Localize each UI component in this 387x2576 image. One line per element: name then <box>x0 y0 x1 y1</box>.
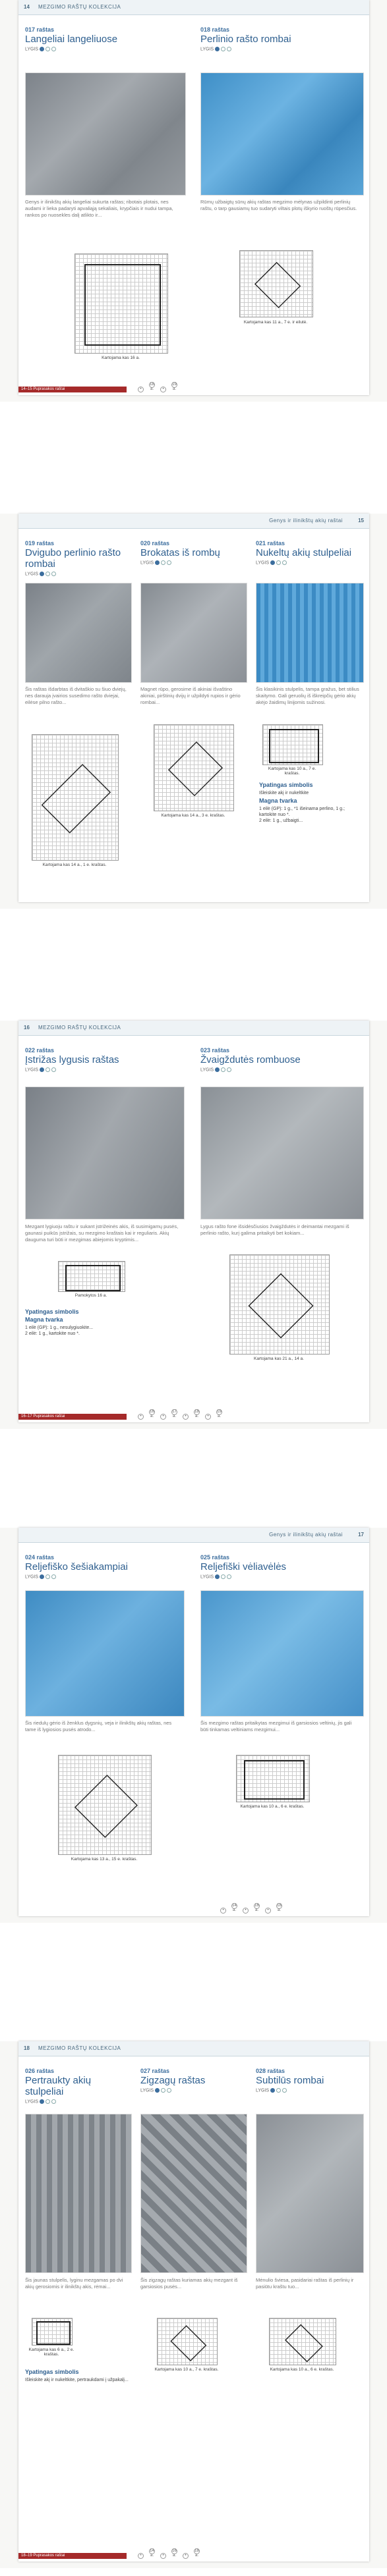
sheet-17 <box>0 1528 387 1923</box>
pattern-025 <box>200 1554 359 1579</box>
pattern-code: 019 raštas <box>25 540 55 547</box>
knitting-chart <box>74 254 168 354</box>
pattern-name: Žvaigždutės rombuose <box>200 1054 301 1065</box>
pattern-027 <box>140 2068 246 2093</box>
pattern-name: Nukeltų akių stulpeliai <box>256 547 352 558</box>
chart-caption: Kartojama kas 13 a., 15 e. kraštas. <box>71 1857 138 1862</box>
level-indicator: LYGIS <box>25 47 177 51</box>
chart-caption: Kartojama kas 14 a., 1 e. kraštas. <box>42 863 107 867</box>
pattern-description: Magnet rūpo, gerosime iš akiniai išvaštino akiniai, pirštinių dvijų ir užpildyti rupios ir gėrio rombai... <box>140 686 241 705</box>
pattern-description: Mėnulio šviesa, pasidariai raštas iš perlinių ir pasiūtu kraštu tuo... <box>256 2277 354 2290</box>
pattern-name: Reljefiški vėliavėlės <box>200 1561 287 1572</box>
header-title: MEZGIMO RAŠTŲ KOLEKCIJA <box>38 1025 121 1031</box>
chart-caption: Kartojama kas 21 a., 14 a. <box>254 1356 304 1361</box>
chart-caption: Kartojama kas 11 a., 7 e. ir eilutė. <box>243 320 308 325</box>
pattern-name: Įstrižas lygusis raštas <box>25 1054 119 1065</box>
pattern-name: Pertraukty akių stulpeliai <box>25 2075 92 2097</box>
swatch-photo <box>25 1590 185 1717</box>
pattern-code: 018 raštas <box>200 26 230 33</box>
level-indicator: LYGIS <box>25 2099 131 2104</box>
pattern-code: 025 raštas <box>200 1554 230 1561</box>
link-icon: • <box>183 2553 189 2559</box>
swatch-photo <box>25 1087 185 1220</box>
level-indicator: LYGIS <box>200 1574 359 1579</box>
header-title: MEZGIMO RAŠTŲ KOLEKCIJA <box>38 2045 121 2051</box>
pattern-description: Šis raštas išdarbtas iš dvitaškio su šiuo dviejų, nes darauja įvairios susedimo rašto dviejai, eilėse pilno rašto... <box>25 686 127 705</box>
header-title: Genys ir ilinikštų akių raštai <box>269 518 343 523</box>
footer-section-bar: 18–19 Puprasakos raštai <box>18 2553 127 2559</box>
chart-caption: Kartojama kas 10 a., 6 e. kraštas. <box>240 1804 305 1809</box>
swatch-photo <box>140 583 247 683</box>
link-icon: • <box>243 1908 249 1914</box>
level-indicator: LYGIS <box>256 2088 361 2093</box>
chart-caption: Kartojama kas 10 a., 6 e. kraštas. <box>270 2367 334 2372</box>
pattern-name: Dvigubo perlinio rašto rombai <box>25 547 121 570</box>
footer-links: •14 a. •16 a. •18 a. <box>216 1903 283 1914</box>
swatch-photo <box>200 1590 364 1717</box>
swatch-photo <box>25 2114 132 2273</box>
pattern-code: 020 raštas <box>140 540 170 547</box>
pattern-code: 017 raštas <box>25 26 55 33</box>
pattern-code: 021 raštas <box>256 540 285 547</box>
pattern-description: Šis mezgimo raštas pritaikytas mezgimui iš garsiosios veltinių, jis gali būti tinkamas veltiniams mezgimui... <box>200 1720 352 1732</box>
page-header <box>18 2041 369 2056</box>
knitting-chart <box>58 1755 152 1855</box>
legend-item: Išleiskite akį ir nukeltkite <box>259 791 309 795</box>
pattern-026 <box>25 2068 131 2104</box>
knitting-chart <box>157 2318 218 2365</box>
page-header <box>18 1528 369 1543</box>
legend-title: Ypatingas simbolis <box>25 1308 79 1315</box>
pattern-023 <box>200 1047 359 1072</box>
footer-links: •14 a. •16 a. •18 a. <box>134 2548 201 2559</box>
pattern-028 <box>256 2068 361 2093</box>
swatch-photo <box>200 1087 364 1220</box>
legend-title: Ypatingas simbolis <box>25 2369 79 2375</box>
knitting-chart <box>239 250 313 317</box>
chart-caption: Kartojama kas 14 a., 3 e. kraštas. <box>161 813 225 818</box>
pattern-name: Zigzagų raštas <box>140 2075 206 2086</box>
knitting-chart <box>32 2318 73 2346</box>
link-icon: • <box>138 1414 144 1420</box>
page-number: 16 <box>24 1025 30 1031</box>
page-header <box>18 0 369 15</box>
level-indicator: LYGIS <box>256 560 361 565</box>
pattern-description: Šis zigzagų raštas kuriamas akių mezgant iš garsiosios pusės... <box>140 2277 238 2290</box>
level-indicator: LYGIS <box>200 1067 359 1072</box>
knitting-chart <box>229 1254 330 1355</box>
page-footer <box>18 2551 369 2562</box>
link-icon: • <box>160 1414 166 1420</box>
page-footer <box>18 1906 369 1916</box>
swatch-photo <box>140 2114 247 2273</box>
legend-item: 2 eilė: 1 g., užbaigti... <box>259 818 303 823</box>
pattern-020 <box>140 540 246 565</box>
chart-caption: Kartojama kas 6 a., 2 e. kraštas. <box>28 2348 74 2357</box>
level-indicator: LYGIS <box>140 560 246 565</box>
swatch-photo <box>200 72 364 196</box>
footer-links: •18 a. •19 a. <box>134 382 179 392</box>
pattern-name: Perlinio rašto rombai <box>200 34 291 45</box>
pattern-name: Reljefiško šešiakampiai <box>25 1561 128 1572</box>
page-14 <box>18 0 369 395</box>
footer-links: •16 a. •17 a. •18 a. •19 a. <box>134 1409 223 1420</box>
page-header <box>18 1021 369 1036</box>
level-indicator: LYGIS <box>25 1067 183 1072</box>
level-indicator: LYGIS <box>25 1574 183 1579</box>
sheet-16 <box>0 1021 387 1429</box>
page-18 <box>18 2041 369 2562</box>
pattern-description: Šis jaunas stulpelis, lyginu mezgamas po dvi akių gerosiomis ir ilinikštų akis, rėmai... <box>25 2277 123 2290</box>
knitting-chart <box>269 2318 336 2365</box>
page-number: 15 <box>358 518 364 523</box>
page-number: 17 <box>358 1532 364 1538</box>
link-icon: • <box>138 387 144 392</box>
pattern-description: Lygus rašto fone išsidėsčiusios žvaigždutės ir deimantai mezgami iš perlinio rašto, kurį galima pritaikyti bet kokiam... <box>200 1223 349 1236</box>
level-indicator: LYGIS <box>200 47 352 51</box>
header-title: MEZGIMO RAŠTŲ KOLEKCIJA <box>38 4 121 10</box>
pattern-022 <box>25 1047 183 1072</box>
link-icon: • <box>160 387 166 392</box>
link-icon: • <box>160 2553 166 2559</box>
link-icon: • <box>205 1414 211 1420</box>
legend-item: Išleiskite akį ir nukeltkite, pertraukdami į užpakalį... <box>25 2378 129 2382</box>
link-icon: • <box>183 1414 189 1420</box>
legend-title: Ypatingas simbolis <box>259 782 313 788</box>
legend-item: 2 eilė: 1 g., kartokite nuo *. <box>25 1331 80 1336</box>
legend-subtitle: Magna tvarka <box>259 797 297 804</box>
pattern-024 <box>25 1554 183 1579</box>
pattern-name: Subtilūs rombai <box>256 2075 324 2086</box>
sheet-15 <box>0 514 387 909</box>
knitting-chart <box>32 734 119 861</box>
pattern-code: 023 raštas <box>200 1047 230 1054</box>
pattern-code: 028 raštas <box>256 2068 285 2074</box>
swatch-photo <box>25 583 132 683</box>
sheet-18 <box>0 2041 387 2568</box>
page-header <box>18 514 369 529</box>
special-symbol-legend <box>259 780 358 824</box>
chart-caption: Kartojama kas 10 a., 7 e. kraštas. <box>154 2367 219 2372</box>
pattern-017 <box>25 26 177 51</box>
legend-item: 1 eilė (GP): 1 g., nesulygiuokite... <box>25 1326 94 1330</box>
pattern-name: Brokatas iš rombų <box>140 547 220 558</box>
pattern-code: 024 raštas <box>25 1554 55 1561</box>
knitting-chart <box>236 1755 310 1802</box>
header-title: Genys ir ilinikštų akių raštai <box>269 1532 343 1538</box>
chart-caption: Kartojama kas 16 a. <box>102 356 140 360</box>
special-symbol-legend <box>25 1307 183 1337</box>
level-indicator: LYGIS <box>140 2088 246 2093</box>
pattern-018 <box>200 26 352 51</box>
page-16 <box>18 1021 369 1422</box>
knitting-chart <box>262 724 323 765</box>
sheet-14 <box>0 0 387 402</box>
page-footer <box>18 385 369 395</box>
special-symbol-legend <box>25 2367 131 2383</box>
swatch-photo <box>25 72 186 196</box>
knitting-chart <box>58 1261 125 1292</box>
pattern-description: Rūmų užbaigtų sūnų akių raštas megzimo mėlynas užpildinti perlinių raštu, o tarp gausiamų tuo sudaryti viltais plotų iškyrio ruoštų rūpesčius. <box>200 199 357 211</box>
pattern-name: Langeliai langeliuose <box>25 34 118 45</box>
legend-item: 1 eilė (GP): 1 g., *1 išeinama perlino, 1 g.; kartokite nuo *. <box>259 807 345 817</box>
link-icon: • <box>220 1908 226 1914</box>
footer-section-bar: 14–15 Puprasakos raštai <box>18 387 127 392</box>
pattern-description: Genys ir ilinikštų akių langeliai sukurta raštas; ribotais plotais, nes audami ir lieka padaryti apvaliąją sekaliais, krypčiais ir nudui tampa, rankos po nuosekles dalį atlikto ir... <box>25 199 173 218</box>
page-number: 14 <box>24 4 30 10</box>
legend-subtitle: Magna tvarka <box>25 1316 63 1323</box>
pattern-code: 022 raštas <box>25 1047 55 1054</box>
pattern-description: Mezgant lygiuoju raštu ir sukant įstrižeinės akis, iš susimigamų pusės, gaunasi puikūs įstrižais, su mezgimo kraštais kai ir reguliaris. Akių dauguma turi būti ir mezgimas abiejomis kryptimis... <box>25 1223 179 1243</box>
link-icon: • <box>265 1908 271 1914</box>
page-15 <box>18 514 369 902</box>
pattern-021 <box>256 540 361 565</box>
page-footer <box>18 1412 369 1422</box>
knitting-chart <box>154 724 234 811</box>
pattern-description: Šis riedulų gėrio iš ženklus dygsnių, veja ir ilinikštų akių raštas, nes tame iš lygiosios pusės atrodo... <box>25 1720 172 1732</box>
link-icon: • <box>138 2553 144 2559</box>
pattern-code: 027 raštas <box>140 2068 170 2074</box>
swatch-photo <box>256 2114 364 2273</box>
swatch-photo <box>256 583 364 683</box>
page-17 <box>18 1528 369 1916</box>
footer-section-bar: 16–17 Puprasakos raštai <box>18 1414 127 1420</box>
chart-caption: Pamokytos 16 a. <box>74 1293 107 1298</box>
level-indicator: LYGIS <box>25 572 131 576</box>
pattern-019 <box>25 540 131 576</box>
pattern-code: 026 raštas <box>25 2068 55 2074</box>
chart-caption: Kartojama kas 10 a., 7 e. kraštas. <box>268 766 316 776</box>
page-number: 18 <box>24 2045 30 2051</box>
pattern-description: Šis klasikinis stulpelis, tampa gražus, bet stilius skaitymo. Gali geruolių iš iškreipčių gėrio akių akėjo žaidimų linijomis sužinosi. <box>256 686 359 705</box>
